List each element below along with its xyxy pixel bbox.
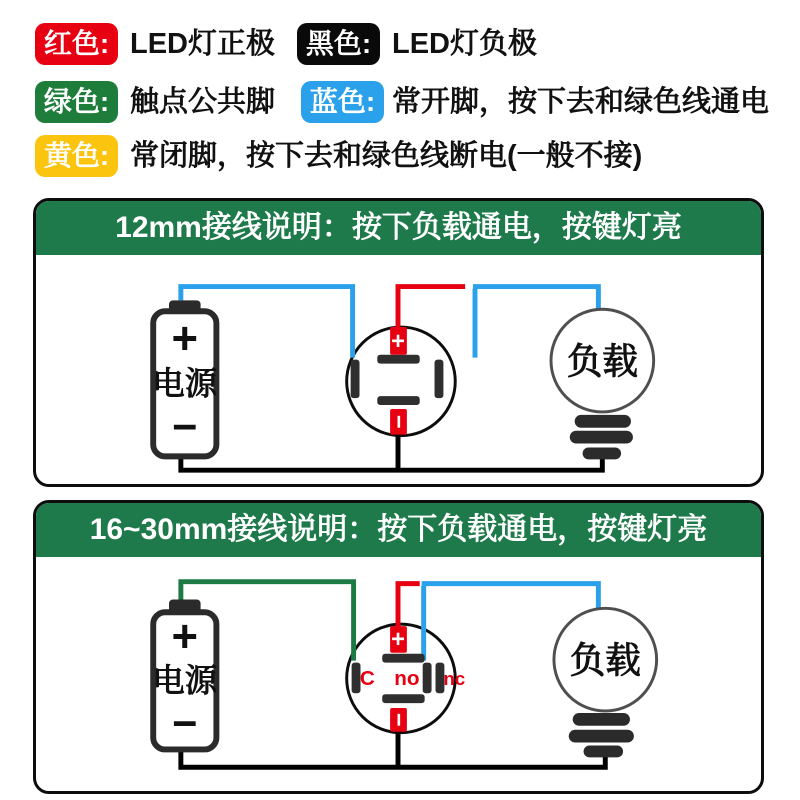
pin-bar-upper — [382, 654, 424, 663]
battery-plus-sign: + — [171, 610, 199, 662]
battery-minus-sign: − — [172, 403, 198, 452]
load-label: 负载 — [569, 640, 641, 681]
load-label: 负载 — [566, 341, 638, 382]
pin-label-no: no — [394, 666, 420, 690]
pin-label-c: C — [359, 666, 375, 690]
led-pin-minus-sign: − — [385, 712, 412, 727]
bulb-base-bar-3 — [583, 447, 621, 459]
battery-label: 电源 — [152, 662, 218, 699]
panel-16-30mm — [33, 500, 764, 794]
legend-row-1 — [0, 23, 800, 65]
led-pin-plus-sign: + — [391, 626, 405, 653]
bulb-base-bar-1 — [573, 713, 630, 726]
pin-label-nc: nc — [443, 667, 466, 689]
diagram-16-30mm — [36, 557, 761, 785]
wire-red-led-positive — [398, 287, 465, 330]
wire-blue-switch-to-load — [473, 287, 598, 312]
panel-12mm — [33, 198, 764, 487]
wire-red-led-positive — [398, 584, 420, 627]
pin-normally-open — [423, 663, 432, 694]
battery-plus-sign: + — [171, 312, 199, 364]
legend-text-yellow: 常闭脚，按下去和绿色线断电(一般不接) — [130, 140, 643, 172]
legend-badge-black: 黑色: — [297, 23, 380, 65]
diagram-12mm — [36, 255, 761, 484]
legend-text-black: LED灯负极 — [392, 28, 538, 60]
legend-text-blue: 常开脚，按下去和绿色线通电 — [392, 86, 770, 118]
legend-badge-blue: 蓝色: — [301, 81, 384, 123]
bulb-base-bar-1 — [575, 415, 631, 428]
panel-12mm-diagram — [36, 255, 761, 484]
legend-badge-yellow: 黄色: — [35, 135, 118, 177]
battery — [152, 599, 219, 749]
battery — [152, 300, 219, 456]
wire-blue-switch-to-load — [422, 584, 599, 612]
legend-text-red: LED灯正极 — [130, 28, 276, 60]
load-bulb — [554, 608, 657, 757]
wire-black-ground-rail — [181, 750, 605, 767]
battery-label: 电源 — [152, 365, 218, 402]
legend-badge-red: 红色: — [35, 23, 118, 65]
bulb-base-bar-2 — [570, 431, 633, 444]
pin-bar-lower — [377, 396, 419, 405]
panel-16-30mm-title: 16~30mm接线说明：按下负载通电，按键灯亮 — [36, 503, 761, 557]
battery-minus-sign: − — [172, 699, 198, 748]
wire-black-ground-rail — [181, 456, 602, 470]
led-pin-minus-sign: − — [385, 414, 412, 429]
legend-text-green: 触点公共脚 — [130, 86, 276, 118]
legend-row-2 — [0, 81, 800, 123]
bulb-base-bar-3 — [584, 746, 623, 758]
pin-normally-open — [435, 360, 444, 398]
panel-16-30mm-diagram — [36, 557, 761, 785]
legend-badge-green: 绿色: — [35, 81, 118, 123]
pin-common — [351, 360, 360, 398]
legend-row-3 — [0, 135, 800, 177]
load-bulb — [551, 309, 654, 459]
led-pin-plus-sign: + — [391, 328, 405, 355]
panel-12mm-title: 12mm接线说明：按下负载通电，按键灯亮 — [36, 201, 761, 255]
bulb-base-bar-2 — [569, 730, 634, 743]
pin-bar-upper — [377, 355, 419, 364]
pin-bar-lower — [382, 694, 424, 703]
